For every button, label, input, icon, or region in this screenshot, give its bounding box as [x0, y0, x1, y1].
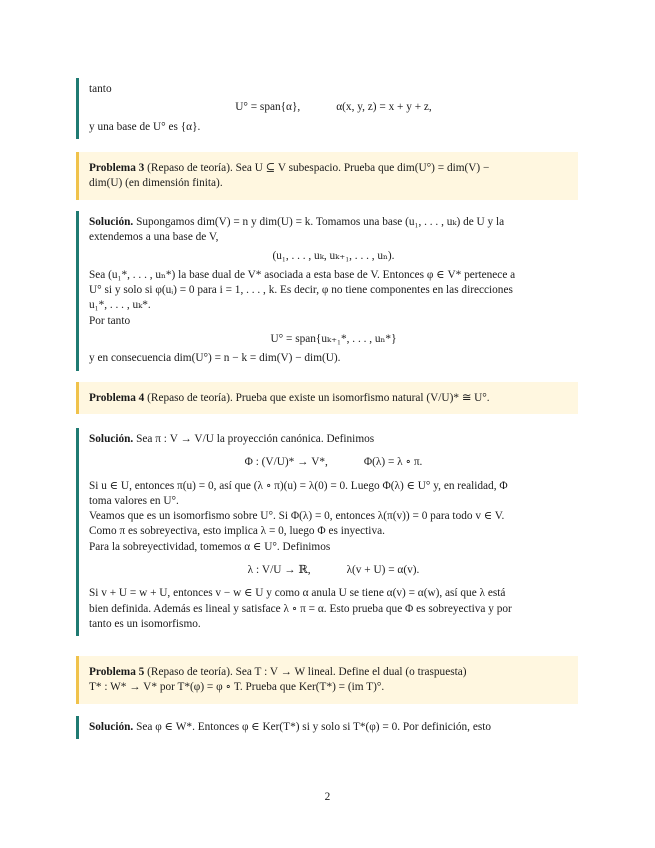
solution-5-box [76, 716, 578, 739]
text-line: tanto es un isomorfismo. [89, 617, 201, 630]
text-line: Prueba que existe un isomorfismo natural (V/U)* ≅ U°. [232, 392, 490, 404]
problem-tag: (Repaso de teoría). [147, 392, 233, 404]
problem-tag: (Repaso de teoría). [147, 666, 233, 678]
text-line: dim(U) (en dimensión finita). [89, 177, 223, 190]
text-line: Si v + U = w + U, entonces v − w ∈ U y como α anula U se tiene α(v) = α(w), así que λ está [89, 587, 506, 600]
equation-phi-definition [89, 455, 578, 470]
equation-annihilator-span [89, 100, 578, 115]
text-line: Sea φ ∈ W*. Entonces φ ∈ Ker(T*) si y solo si T*(φ) = 0. Por definición, esto [133, 721, 492, 733]
equation-annihilator-basis: U° = span{uₖ₊₁*, . . . , uₙ*} [270, 333, 397, 346]
problem-title: Problema 5 [89, 666, 145, 678]
text-line: Sea π : V → V/U la proyección canónica. Definimos [133, 433, 375, 445]
text-line: Si u ∈ U, entonces π(u) = 0, así que (λ ∘ π)(u) = λ(0) = 0. Luego Φ(λ) ∈ U° y, en realidad, Φ [89, 479, 508, 492]
equation-part: U° = span{α}, [235, 101, 301, 114]
text-line: u₁*, . . . , uₖ*. [89, 299, 151, 312]
text-line: Como π es sobreyectiva, esto implica λ = 0, luego Φ es inyectiva. [89, 525, 385, 538]
text-line: y una base de U° es {α}. [89, 120, 201, 133]
text-line: U° si y solo si φ(uᵢ) = 0 para i = 1, . . . , k. Es decir, φ no tiene componentes en las direcciones [89, 284, 513, 297]
problem-title: Problema 4 [89, 392, 145, 404]
problem-title: Problema 3 [89, 162, 145, 174]
solution-4-box [76, 428, 578, 636]
text-line: extendemos a una base de V, [89, 231, 219, 244]
equation-extended-basis: (u₁, . . . , uₖ, uₖ₊₁, . . . , uₙ). [272, 249, 395, 262]
text-line: Para la sobreyectividad, tomemos α ∈ U°. Definimos [89, 540, 331, 553]
text-line: y en consecuencia dim(U°) = n − k = dim(V) − dim(U). [89, 352, 341, 365]
solution-continuation [76, 78, 578, 139]
text-line: Sea (u₁*, . . . , uₙ*) la base dual de V* asociada a esta base de V. Entonces φ ∈ V* pertenece a [89, 268, 516, 281]
text-line: Supongamos dim(V) = n y dim(U) = k. Tomamos una base (u₁, . . . , uₖ) de U y la [133, 216, 505, 228]
text-line: T* : W* → V* por T*(φ) = φ ∘ T. Prueba que Ker(T*) = (im T)°. [89, 681, 385, 694]
problem-4-box [76, 382, 578, 414]
text-line: Por tanto [89, 314, 131, 327]
equation-part: λ : V/U → ℝ, [247, 564, 311, 577]
text-line: toma valores en U°. [89, 494, 179, 507]
solution-title: Solución. [89, 216, 134, 228]
text-line: tanto [89, 83, 112, 95]
text-line: Veamos que es un isomorfismo sobre U°. Si Φ(λ) = 0, entonces λ(π(v)) = 0 para todo v ∈ V. [89, 510, 505, 523]
equation-part: α(x, y, z) = x + y + z, [336, 101, 432, 114]
problem-3-box [76, 152, 578, 200]
equation-lambda-definition [89, 563, 578, 578]
text-line: bien definida. Además es lineal y satisface λ ∘ π = α. Esto prueba que Φ es sobreyectiva y por [89, 602, 512, 615]
page-number: 2 [324, 791, 331, 803]
equation-part: λ(v + U) = α(v). [346, 564, 420, 577]
equation-part: Φ : (V/U)* → V*, [244, 456, 328, 469]
solution-title: Solución. [89, 721, 134, 733]
solution-title: Solución. [89, 433, 134, 445]
text-line: Sea U ⊆ V subespacio. Prueba que dim(U°) = dim(V) − [232, 162, 490, 174]
text-line: Sea T : V → W lineal. Define el dual (o traspuesta) [232, 666, 467, 678]
solution-3-box [76, 211, 578, 371]
equation-part: Φ(λ) = λ ∘ π. [363, 456, 423, 469]
problem-5-box [76, 656, 578, 704]
problem-tag: (Repaso de teoría). [147, 162, 233, 174]
